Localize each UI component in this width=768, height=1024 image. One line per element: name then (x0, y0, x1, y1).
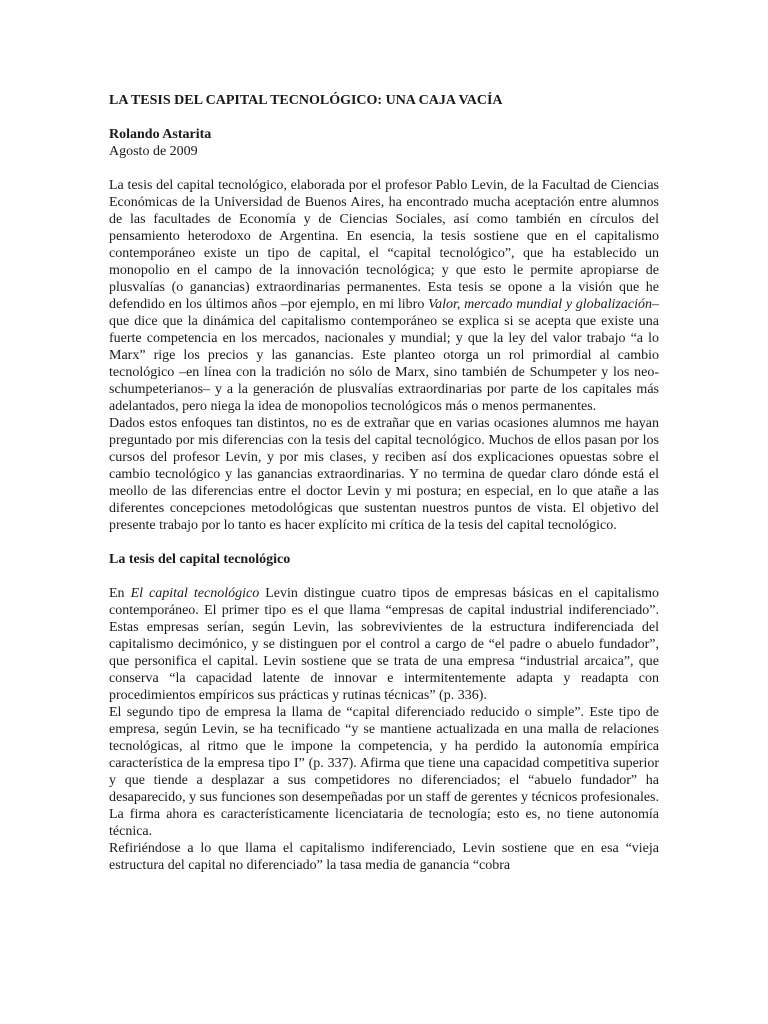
section-body (109, 585, 659, 874)
spacer (109, 568, 659, 585)
paragraph-text: – que dice que la dinámica del capitalismo contemporáneo se explica si se acepta que existe una fuerte competencia en los mercados, nacionales y mundial; y que la ley del valor trabajo “a lo Marx” rige los precios y las ganancias. Este planteo otorga un rol primordial al cambio tecnológico –en línea con la tradición no sólo de Marx, sino también de Schumpeter y los neo-schumpeterianos– y a la generación de plusvalías extraordinarias por parte de los capitales más adelantados, pero niega la idea de monopolios tecnológicos más o menos permanentes. (109, 297, 660, 414)
section-heading: La tesis del capital tecnológico (109, 552, 291, 567)
author-name: Rolando Astarita (109, 127, 212, 142)
paragraph-text: En (109, 586, 131, 601)
paragraph-text: Refiriéndose a lo que llama el capitalismo indiferenciado, Levin sostiene que en esa “vieja estructura del capital no diferenciado” la tasa media de ganancia “cobra (109, 841, 659, 873)
spacer (109, 160, 659, 177)
paragraph (109, 177, 659, 415)
paragraph (109, 415, 659, 534)
italic-title: El capital tecnológico (130, 586, 260, 601)
paragraph-text: El segundo tipo de empresa la llama de “capital diferenciado reducido o simple”. Este tipo de empresa, según Levin, se ha tecnificado “y se mantiene actualizada en una malla de relaciones tecnológicas, al ritmo que le impone la competencia, y ha perdido la autonomía empírica característica de la empresa tipo I” (p. 337). Afirma que tiene una capacidad competitiva superior y que tiende a desplazar a sus competidores no diferenciados; el “abuelo fundador” ha desaparecido, y sus funciones son desempeñadas por un staff de gerentes y técnicos profesionales. La firma ahora es característicamente licenciataria de tecnología; esto es, no tiene autonomía técnica. (109, 705, 659, 839)
italic-title: Valor, mercado mundial y globalización (428, 297, 653, 312)
spacer (109, 109, 659, 126)
paragraph-text: Levin distingue cuatro tipos de empresas básicas en el capitalismo contemporáneo. El primer tipo es el que llama “empresas de capital industrial indiferenciado”. Estas empresas serían, según Levin, las sobrevivientes de la estructura indiferenciada del capitalismo decimónico, y se distinguen por el control a cargo de “el padre o abuelo fundador”, que personifica el capital. Levin sostiene que se trata de una empresa “industrial arcaica”, que conserva “la capacidad latente de innovar e intermitentemente adapta y readapta con procedimientos empíricos sus prácticas y rutinas técnicas” (p. 336). (109, 586, 659, 703)
intro-section (109, 177, 659, 534)
spacer (109, 534, 659, 551)
document-title: LA TESIS DEL CAPITAL TECNOLÓGICO: UNA CAJA VACÍA (109, 93, 503, 108)
paragraph-text: La tesis del capital tecnológico, elaborada por el profesor Pablo Levin, de la Facultad de Ciencias Económicas de la Universidad de Buenos Aires, ha encontrado mucha aceptación entre alumnos de las facultades de Economía y de Ciencias Sociales, así como también en círculos del pensamiento heterodoxo de Argentina. En esencia, la tesis sostiene que en el capitalismo contemporáneo existe un tipo de capital, el “capital tecnológico”, que ha establecido un monopolio en el campo de la innovación tecnológica; y que esto le permite apropiarse de plusvalías (o ganancias) extraordinarias permanentes. Esta tesis se opone a la visión que he defendido en los últimos años –por ejemplo, en mi libro (109, 178, 659, 312)
paragraph (109, 704, 659, 840)
publication-date: Agosto de 2009 (109, 144, 198, 159)
paragraph (109, 585, 659, 704)
paragraph (109, 840, 659, 874)
paragraph-text: Dados estos enfoques tan distintos, no es de extrañar que en varias ocasiones alumnos me hayan preguntado por mis diferencias con la tesis del capital tecnológico. Muchos de ellos pasan por los cursos del profesor Levin, y por mis clases, y reciben así dos explicaciones opuestas sobre el cambio tecnológico y las ganancias extraordinarias. Y no termina de quedar claro dónde está el meollo de las diferencias entre el doctor Levin y mi postura; en especial, en lo que atañe a las diferentes concepciones metodológicas que sustentan nuestros puntos de vista. El objetivo del presente trabajo por lo tanto es hacer explícito mi crítica de la tesis del capital tecnológico. (109, 416, 659, 533)
document-body (109, 92, 659, 874)
